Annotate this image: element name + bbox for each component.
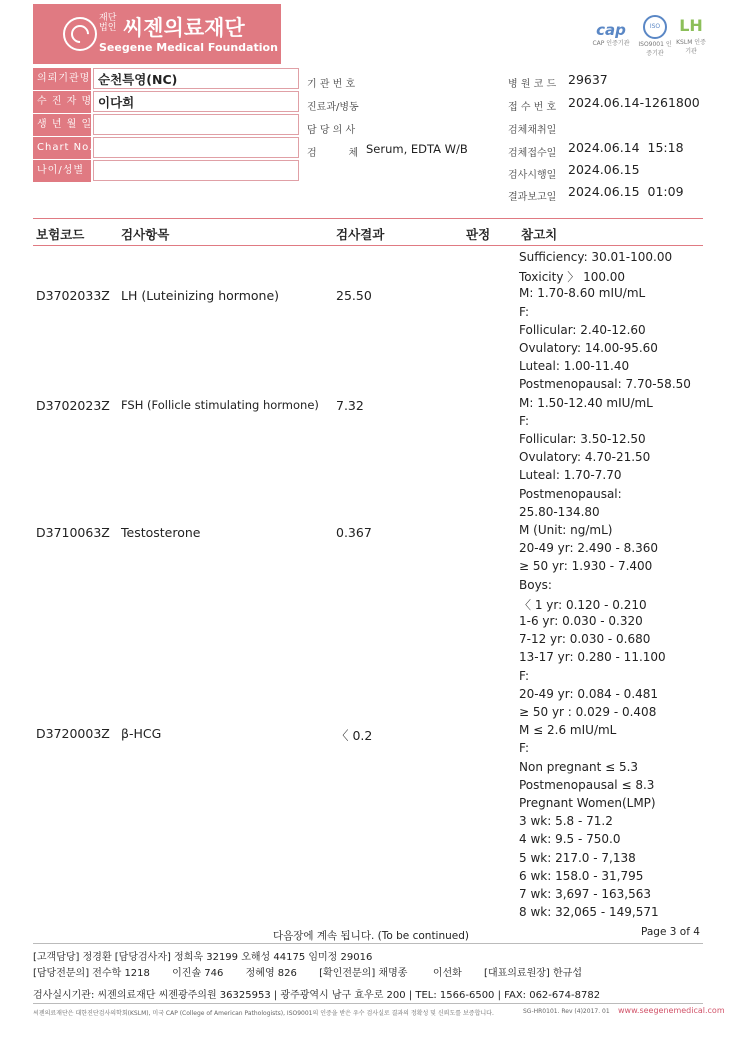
mid-label: 기 관 번 호 <box>307 79 356 90</box>
foundation-logo-icon <box>63 17 97 51</box>
mid-label: 검 체 <box>307 148 359 159</box>
footer-rule-2 <box>33 1003 703 1004</box>
reference-line: Luteal: 1.00-11.40 <box>519 359 630 374</box>
reference-line: Follicular: 3.50-12.50 <box>519 432 646 446</box>
iso-badge <box>636 15 674 57</box>
info-label: 나이/성별 <box>33 160 91 182</box>
right-value: 2024.06.15 <box>568 162 640 177</box>
reference-line: F: <box>519 668 530 683</box>
col-header-code: 보험코드 <box>36 227 85 242</box>
specimen-value: Serum, EDTA W/B <box>366 142 468 156</box>
reference-line: Luteal: 1.70-7.70 <box>519 468 622 483</box>
info-value: 이다희 <box>93 91 299 112</box>
cap-mark: cap <box>596 21 626 39</box>
reference-line: Non pregnant ≤ 5.3 <box>519 759 639 774</box>
table-header-rule <box>33 245 703 246</box>
reference-line: 13-17 yr: 0.280 - 11.100 <box>519 650 666 665</box>
reference-line: Toxicity 〉 100.00 <box>519 270 626 285</box>
table-top-rule <box>33 218 703 219</box>
info-row-chart <box>33 137 299 160</box>
foundation-logo <box>33 4 281 64</box>
reference-line: Sufficiency: 30.01-100.00 <box>519 250 673 264</box>
website-link[interactable]: www.seegenemedical.com <box>618 1006 725 1015</box>
footer-rule <box>33 943 703 944</box>
info-row-age-sex <box>33 160 299 183</box>
logo-small-top: 재단 <box>99 13 117 23</box>
row-result: 7.32 <box>336 398 364 413</box>
row-code: D3702023Z <box>36 398 110 413</box>
right-label: 병 원 코 드 <box>508 79 557 90</box>
cap-caption: CAP 인증기관 <box>592 40 630 47</box>
right-label: 결과보고일 <box>508 192 557 203</box>
info-label: 생 년 월 일 <box>33 114 91 136</box>
right-value: 29637 <box>568 72 608 87</box>
col-header-reference: 참고치 <box>521 227 558 242</box>
info-label: 수 진 자 명 <box>33 91 91 113</box>
right-value: 2024.06.14 15:18 <box>568 140 684 155</box>
info-row-patient <box>33 91 299 114</box>
logo-name-ko: 씨젠의료재단 <box>123 16 245 40</box>
reference-line: Follicular: 2.40-12.60 <box>519 322 646 337</box>
reference-line: 1-6 yr: 0.030 - 0.320 <box>519 614 643 628</box>
right-label: 검사시행일 <box>508 170 557 181</box>
logo-small-bottom: 법인 <box>99 23 117 33</box>
reference-line: Ovulatory: 14.00-95.60 <box>519 341 658 355</box>
mid-label: 진료과/병동 <box>307 102 359 113</box>
reference-line: Postmenopausal: <box>519 486 622 501</box>
col-header-result: 검사결과 <box>336 227 385 242</box>
kslm-badge <box>676 15 706 55</box>
reference-line: F: <box>519 413 530 428</box>
reference-line: ≥ 50 yr : 0.029 - 0.408 <box>519 705 657 719</box>
reference-line: 20-49 yr: 0.084 - 0.481 <box>519 686 659 701</box>
reference-line: ≥ 50 yr: 1.930 - 7.400 <box>519 559 653 574</box>
right-label: 접 수 번 호 <box>508 102 557 113</box>
reference-line: M: 1.70-8.60 mIU/mL <box>519 286 646 301</box>
row-item: FSH (Follicle stimulating hormone) <box>121 398 319 412</box>
certification-fineprint: 씨젠의료재단은 대한진단검사의학회(KSLM), 미국 CAP (College of American Pathologists), ISO9001의 인증을 받은 우수 검사실로 결과의 정확성 및 신뢰도를 보증합니다. <box>33 1010 494 1017</box>
reference-line: M (Unit: ng/mL) <box>519 523 613 537</box>
staff-line-1: [고객담당] 정경환 [담당검사자] 정희욱 32199 오해성 44175 임미정 29016 <box>33 952 373 963</box>
row-item: LH (Luteinizing hormone) <box>121 288 280 303</box>
reference-line: 4 wk: 9.5 - 750.0 <box>519 832 621 847</box>
info-value <box>93 137 299 158</box>
form-number: SG-HR0101. Rev (4)2017. 01 <box>523 1008 610 1015</box>
reference-line: F: <box>519 741 530 756</box>
info-value <box>93 114 299 135</box>
kslm-mark: LH <box>679 16 703 35</box>
institution-line: 검사실시기관: 씨젠의료재단 씨젠광주의원 36325953 | 광주광역시 남구 효우로 200 | TEL: 1566-6500 | FAX: 062-674-8782 <box>33 990 601 1001</box>
patient-info <box>33 68 299 184</box>
row-code: D3720003Z <box>36 726 110 741</box>
row-result: 0.367 <box>336 525 372 540</box>
continued-note: 다음장에 계속 됩니다. (To be continued) <box>273 930 470 942</box>
logo-name-en: Seegene Medical Foundation <box>99 41 278 54</box>
reference-line: F: <box>519 304 530 319</box>
reference-line: 7 wk: 3,697 - 163,563 <box>519 887 652 901</box>
reference-line: Postmenopausal: 7.70-58.50 <box>519 377 691 392</box>
info-row-institution <box>33 68 299 91</box>
right-value: 2024.06.15 01:09 <box>568 184 684 199</box>
reference-line: 25.80-134.80 <box>519 504 600 519</box>
info-label: 의뢰기관명 <box>33 68 91 90</box>
reference-line: Boys: <box>519 577 552 592</box>
info-label: Chart No. <box>33 137 91 159</box>
right-value: 2024.06.14-1261800 <box>568 95 700 110</box>
staff-line-2: [담당전문의] 전수학 1218 이진솔 746 정혜영 826 [확인전문의] 채명종 이선화 [대표의료원장] 한규섭 <box>33 968 582 979</box>
row-item: Testosterone <box>121 525 201 540</box>
reference-line: 20-49 yr: 2.490 - 8.360 <box>519 541 659 556</box>
iso-caption: ISO9001 인증기관 <box>638 41 672 57</box>
info-value <box>93 160 299 181</box>
reference-line: 3 wk: 5.8 - 71.2 <box>519 814 613 829</box>
cap-badge <box>590 22 632 47</box>
reference-line: 7-12 yr: 0.030 - 0.680 <box>519 632 651 647</box>
reference-line: Pregnant Women(LMP) <box>519 796 656 810</box>
row-result: 〈 0.2 <box>336 728 373 743</box>
col-header-judgment: 판정 <box>466 227 491 242</box>
col-header-item: 검사항목 <box>121 227 170 242</box>
mid-label: 담 당 의 사 <box>307 125 356 136</box>
reference-line: 6 wk: 158.0 - 31,795 <box>519 868 644 883</box>
reference-line: M: 1.50-12.40 mIU/mL <box>519 395 653 410</box>
row-code: D3710063Z <box>36 525 110 540</box>
kslm-caption: KSLM 인증기관 <box>676 39 706 55</box>
reference-line: Postmenopausal ≤ 8.3 <box>519 777 655 792</box>
page-number: Page 3 of 4 <box>641 926 700 938</box>
reference-line: 5 wk: 217.0 - 7,138 <box>519 850 636 865</box>
right-label: 검체접수일 <box>508 148 557 159</box>
info-row-birthdate <box>33 114 299 137</box>
iso-mark: ISO <box>643 15 667 39</box>
row-result: 25.50 <box>336 288 372 303</box>
right-label: 검체채취일 <box>508 125 557 136</box>
info-value: 순천특영(NC) <box>93 68 299 89</box>
reference-line: 〈 1 yr: 0.120 - 0.210 <box>519 597 647 612</box>
row-item: β-HCG <box>121 726 162 741</box>
reference-line: Ovulatory: 4.70-21.50 <box>519 450 651 465</box>
row-code: D3702033Z <box>36 288 110 303</box>
reference-line: M ≤ 2.6 mIU/mL <box>519 723 617 738</box>
reference-line: 8 wk: 32,065 - 149,571 <box>519 905 659 920</box>
